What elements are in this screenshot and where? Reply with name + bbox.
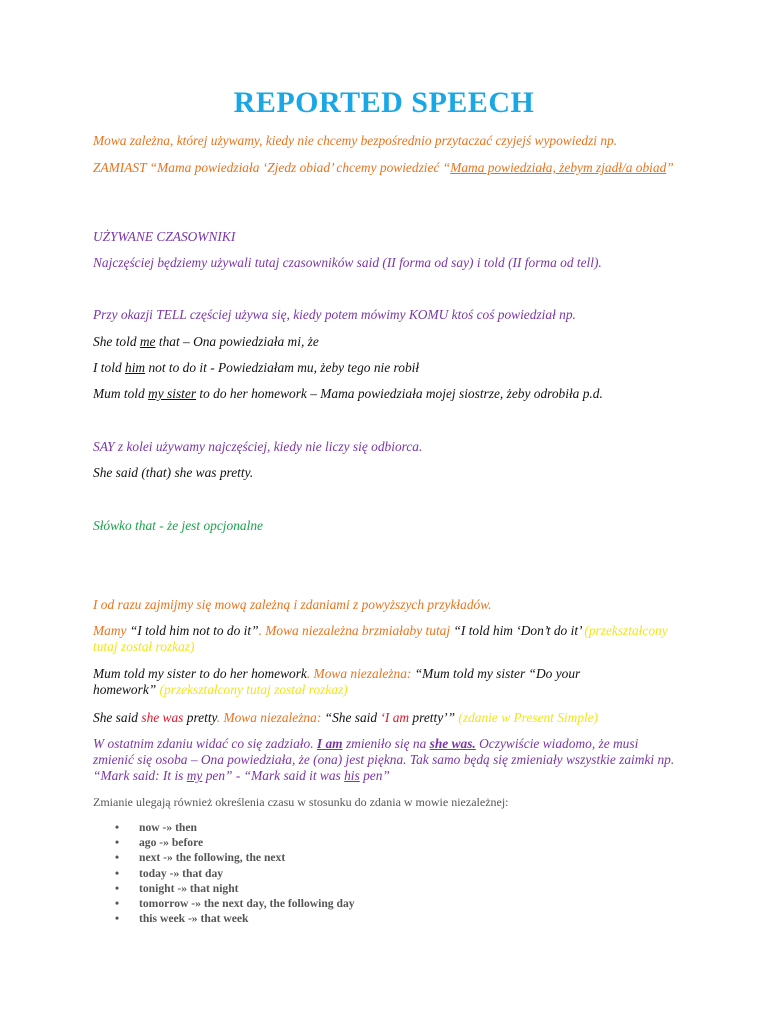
practice-paragraph-2	[93, 666, 638, 698]
tell-example-2	[93, 360, 683, 376]
p4-a: W ostatnim zdaniu widać co się zadziało.	[93, 736, 317, 751]
p3-a: She said	[93, 710, 142, 725]
p3-b: she was	[141, 710, 184, 725]
p4-d: she was.	[429, 736, 476, 751]
p1-d: “I told him ‘Don’t do it’	[453, 623, 582, 638]
list-item: • tomorrow -» the next day, the following day	[112, 896, 355, 911]
p1-e: (przekształcony tutaj został rozkaz)	[93, 623, 668, 654]
p3-f: ‘I am	[380, 710, 410, 725]
time-expressions-list	[112, 820, 355, 926]
tell-ex1-underlined: me	[139, 334, 156, 349]
tell-ex2-pre: I told	[93, 360, 125, 375]
list-item: • next -» the following, the next	[112, 850, 355, 865]
tell-ex3-underlined: my sister	[148, 386, 197, 401]
tell-intro: Przy okazji TELL częściej używa się, kiedy potem mówimy KOMU ktoś coś powiedział np.	[93, 307, 576, 322]
tell-ex2-post: not to do it - Powiedziałam mu, żeby tego nie robił	[145, 360, 420, 375]
p3-e: “She said	[324, 710, 381, 725]
practice-paragraph-3	[93, 710, 693, 726]
p3-d: . Mowa niezależna:	[216, 710, 325, 725]
p2-b: . Mowa niezależna:	[306, 666, 415, 681]
intro-definition-text: Mowa zależna, której używamy, kiedy nie chcemy bezpośrednio przytaczać czyjejś wypowiedzi np.	[93, 133, 618, 148]
p4-f: my	[186, 768, 203, 783]
tell-ex1-post: that – Ona powiedziała mi, że	[155, 334, 319, 349]
p4-h: his	[344, 768, 360, 783]
list-item: • now -» then	[112, 820, 355, 835]
list-item: • tonight -» that night	[112, 881, 355, 896]
verbs-heading: UŻYWANE CZASOWNIKI	[93, 229, 236, 244]
page-title: REPORTED SPEECH	[233, 86, 535, 119]
say-intro: SAY z kolei używamy najczęściej, kiedy nie liczy się odbiorca.	[93, 439, 423, 454]
p4-i: pen”	[359, 768, 390, 783]
list-item: • this week -» that week	[112, 911, 355, 926]
p1-a: Mamy	[93, 623, 130, 638]
p4-e: Oczywiście wiadomo, że musi zmienić się osoba – Ona powiedziała, że (ona) jest piękna. Tak samo będą się zmieniały wszystkie zaimki np. “Mark said: It is	[93, 736, 675, 783]
intro-example-underlined: Mama powiedziała, żebym zjadł/a obiad	[450, 160, 667, 175]
tell-ex1-pre: She told	[93, 334, 140, 349]
practice-intro: I od razu zajmijmy się mową zależną i zdaniami z powyższych przykładów.	[93, 597, 492, 612]
p3-h: (zdanie w Present Simple)	[455, 710, 599, 725]
say-example: She said (that) she was pretty.	[93, 465, 254, 480]
list-item: • today -» that day	[112, 866, 355, 881]
time-expressions-note: Zmianie ulegają również określenia czasu w stosunku do zdania w mowie niezależnej:	[93, 795, 509, 809]
p1-c: . Mowa niezależna brzmiałaby tutaj	[258, 623, 454, 638]
p4-g: pen” - “Mark said it was	[202, 768, 345, 783]
p3-c: pretty	[183, 710, 217, 725]
intro-example-post: ”	[666, 160, 674, 175]
tell-example-3	[93, 386, 693, 402]
intro-example-pre: ZAMIAST “Mama powiedziała ‘Zjedz obiad’ chcemy powiedzieć “	[93, 160, 451, 175]
intro-example	[93, 160, 678, 176]
p4-b: I am	[316, 736, 343, 751]
p3-g: pretty’”	[409, 710, 456, 725]
tell-ex3-pre: Mum told	[93, 386, 149, 401]
intro-definition	[93, 133, 683, 149]
that-note: Słówko that - że jest opcjonalne	[93, 518, 263, 533]
tell-example-1	[93, 334, 683, 350]
tell-ex2-underlined: him	[125, 360, 146, 375]
p2-a: Mum told my sister to do her homework	[93, 666, 307, 681]
list-item: • ago -» before	[112, 835, 355, 850]
verbs-text: Najczęściej będziemy używali tutaj czasowników said (II forma od say) i told (II forma od tell).	[93, 255, 602, 270]
p2-d: (przekształcony tutaj został rozkaz)	[156, 682, 348, 697]
p1-b: “I told him not to do it”	[129, 623, 259, 638]
practice-paragraph-4	[93, 736, 678, 784]
p2-c: “Mum told my sister “Do your homework”	[93, 666, 581, 697]
tell-ex3-post: to do her homework – Mama powiedziała mojej siostrze, żeby odrobiła p.d.	[196, 386, 603, 401]
p4-c: zmieniło się na	[342, 736, 430, 751]
practice-paragraph-1	[93, 623, 683, 655]
